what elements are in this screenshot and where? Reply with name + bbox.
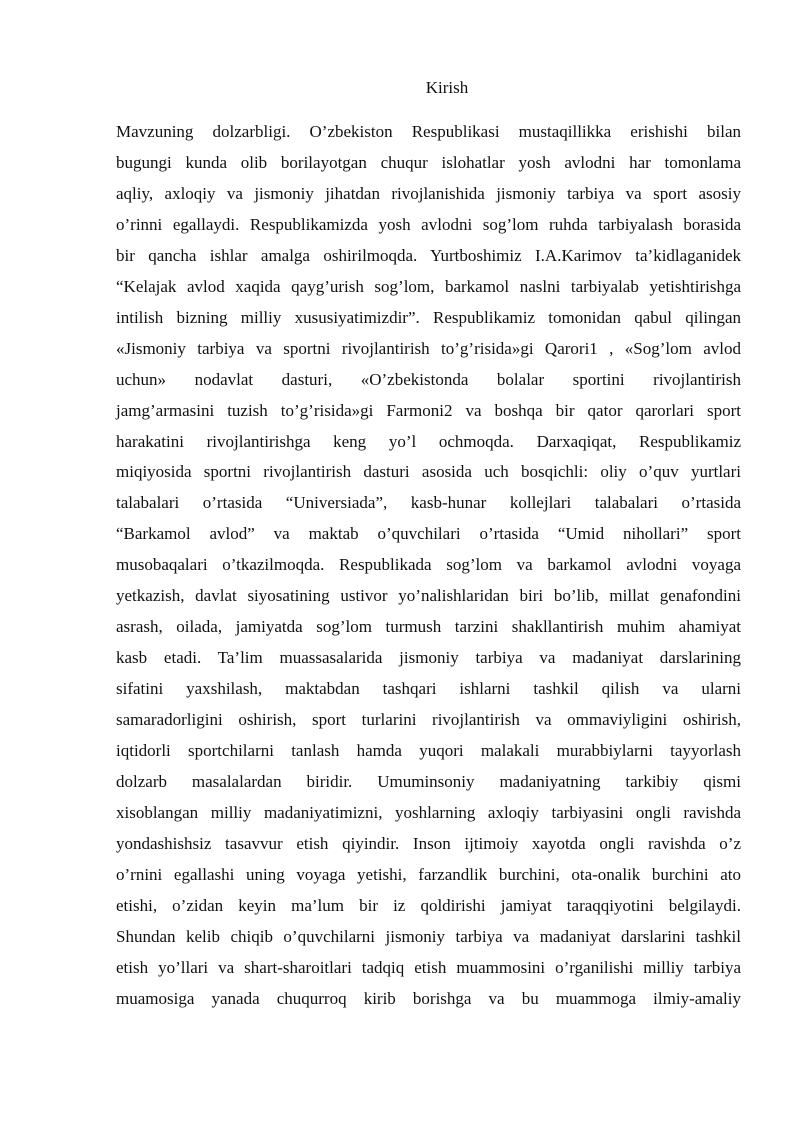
text-line: etish yo’llari va shart-sharoitlari tadqiq etish muammosini o’rganilishi milliy tarbiya — [116, 957, 741, 977]
text-line: “Kelajak avlod xaqida qayg’urish sog’lom, barkamol naslni tarbiyalab yetishtirishga — [116, 276, 741, 296]
page-title: Kirish — [425, 78, 469, 97]
text-line: dolzarb masalalardan biridir. Umuminsoniy madaniyatning tarkibiy qismi — [116, 772, 741, 792]
text-line: yondashishsiz tasavvur etish qiyindir. Inson ijtimoiy xayotda ongli ravishda o’z — [116, 833, 741, 853]
text-line: Shundan kelib chiqib o’quvchilarni jismoniy tarbiya va madaniyat darslarini tashkil — [116, 926, 741, 946]
text-line: o’rnini egallashi uning voyaga yetishi, farzandlik burchini, ota-onalik burchini ato — [116, 864, 741, 884]
text-line: talabalari o’rtasida “Universiada”, kasb-hunar kollejlari talabalari o’rtasida — [116, 493, 741, 513]
text-line: yetkazish, davlat siyosatining ustivor yo’nalishlaridan biri bo’lib, millat genafondini — [116, 586, 741, 606]
text-line: jamg’armasini tuzish to’g’risida»gi Farmoni2 va boshqa bir qator qarorlari sport — [116, 400, 741, 420]
text-line: o’rinni egallaydi. Respublikamizda yosh avlodni sog’lom ruhda tarbiyalash borasida — [116, 214, 741, 234]
text-line: asrash, oilada, jamiyatda sog’lom turmush tarzini shakllantirish muhim ahamiyat — [116, 617, 741, 637]
text-line: Mavzuning dolzarbligi. O’zbekiston Respublikasi mustaqillikka erishishi bilan — [116, 122, 741, 141]
text-line: iqtidorli sportchilarni tanlash hamda yuqori malakali murabbiylarni tayyorlash — [116, 741, 741, 761]
text-line: «Jismoniy tarbiya va sportni rivojlantirish to’g’risida»gi Qarori1 , «Sog’lom avlod — [116, 338, 741, 358]
text-line: bugungi kunda olib borilayotgan chuqur islohatlar yosh avlodni har tomonlama — [116, 152, 741, 172]
text-line: bir qancha ishlar amalga oshirilmoqda. Yurtboshimiz I.A.Karimov ta’kidlaganidek — [116, 245, 741, 265]
text-line: samaradorligini oshirish, sport turlarini rivojlantirish va ommaviyligini oshirish, — [116, 710, 741, 730]
text-line: “Barkamol avlod” va maktab o’quvchilari o’rtasida “Umid nihollari” sport — [116, 524, 741, 544]
text-line: kasb etadi. Ta’lim muassasalarida jismoniy tarbiya va madaniyat darslarining — [116, 648, 741, 668]
body-paragraph — [116, 117, 741, 1015]
text-line: musobaqalari o’tkazilmoqda. Respublikada sog’lom va barkamol avlodni voyaga — [116, 555, 741, 575]
text-line: etishi, o’zidan keyin ma’lum bir iz qoldirishi jamiyat taraqqiyotini belgilaydi. — [116, 895, 741, 915]
text-line: aqliy, axloqiy va jismoniy jihatdan rivojlanishida jismoniy tarbiya va sport asosiy — [116, 183, 741, 203]
text-line: harakatini rivojlantirishga keng yo’l ochmoqda. Darxaqiqat, Respublikamiz — [116, 431, 741, 451]
text-line: xisoblangan milliy madaniyatimizni, yoshlarning axloqiy tarbiyasini ongli ravishda — [116, 802, 741, 822]
text-line: muamosiga yanada chuqurroq kirib borishga va bu muammoga ilmiy-amaliy — [116, 988, 741, 1008]
text-line: uchun» nodavlat dasturi, «O’zbekistonda bolalar sportini rivojlantirish — [116, 369, 741, 389]
text-line: miqiyosida sportni rivojlantirish dasturi asosida uch bosqichli: oliy o’quv yurtlari — [116, 462, 741, 482]
text-line: intilish bizning milliy xususiyatimizdir”. Respublikamiz tomonidan qabul qilingan — [116, 307, 741, 327]
text-line: sifatini yaxshilash, maktabdan tashqari ishlarni tashkil qilish va ularni — [116, 679, 741, 699]
